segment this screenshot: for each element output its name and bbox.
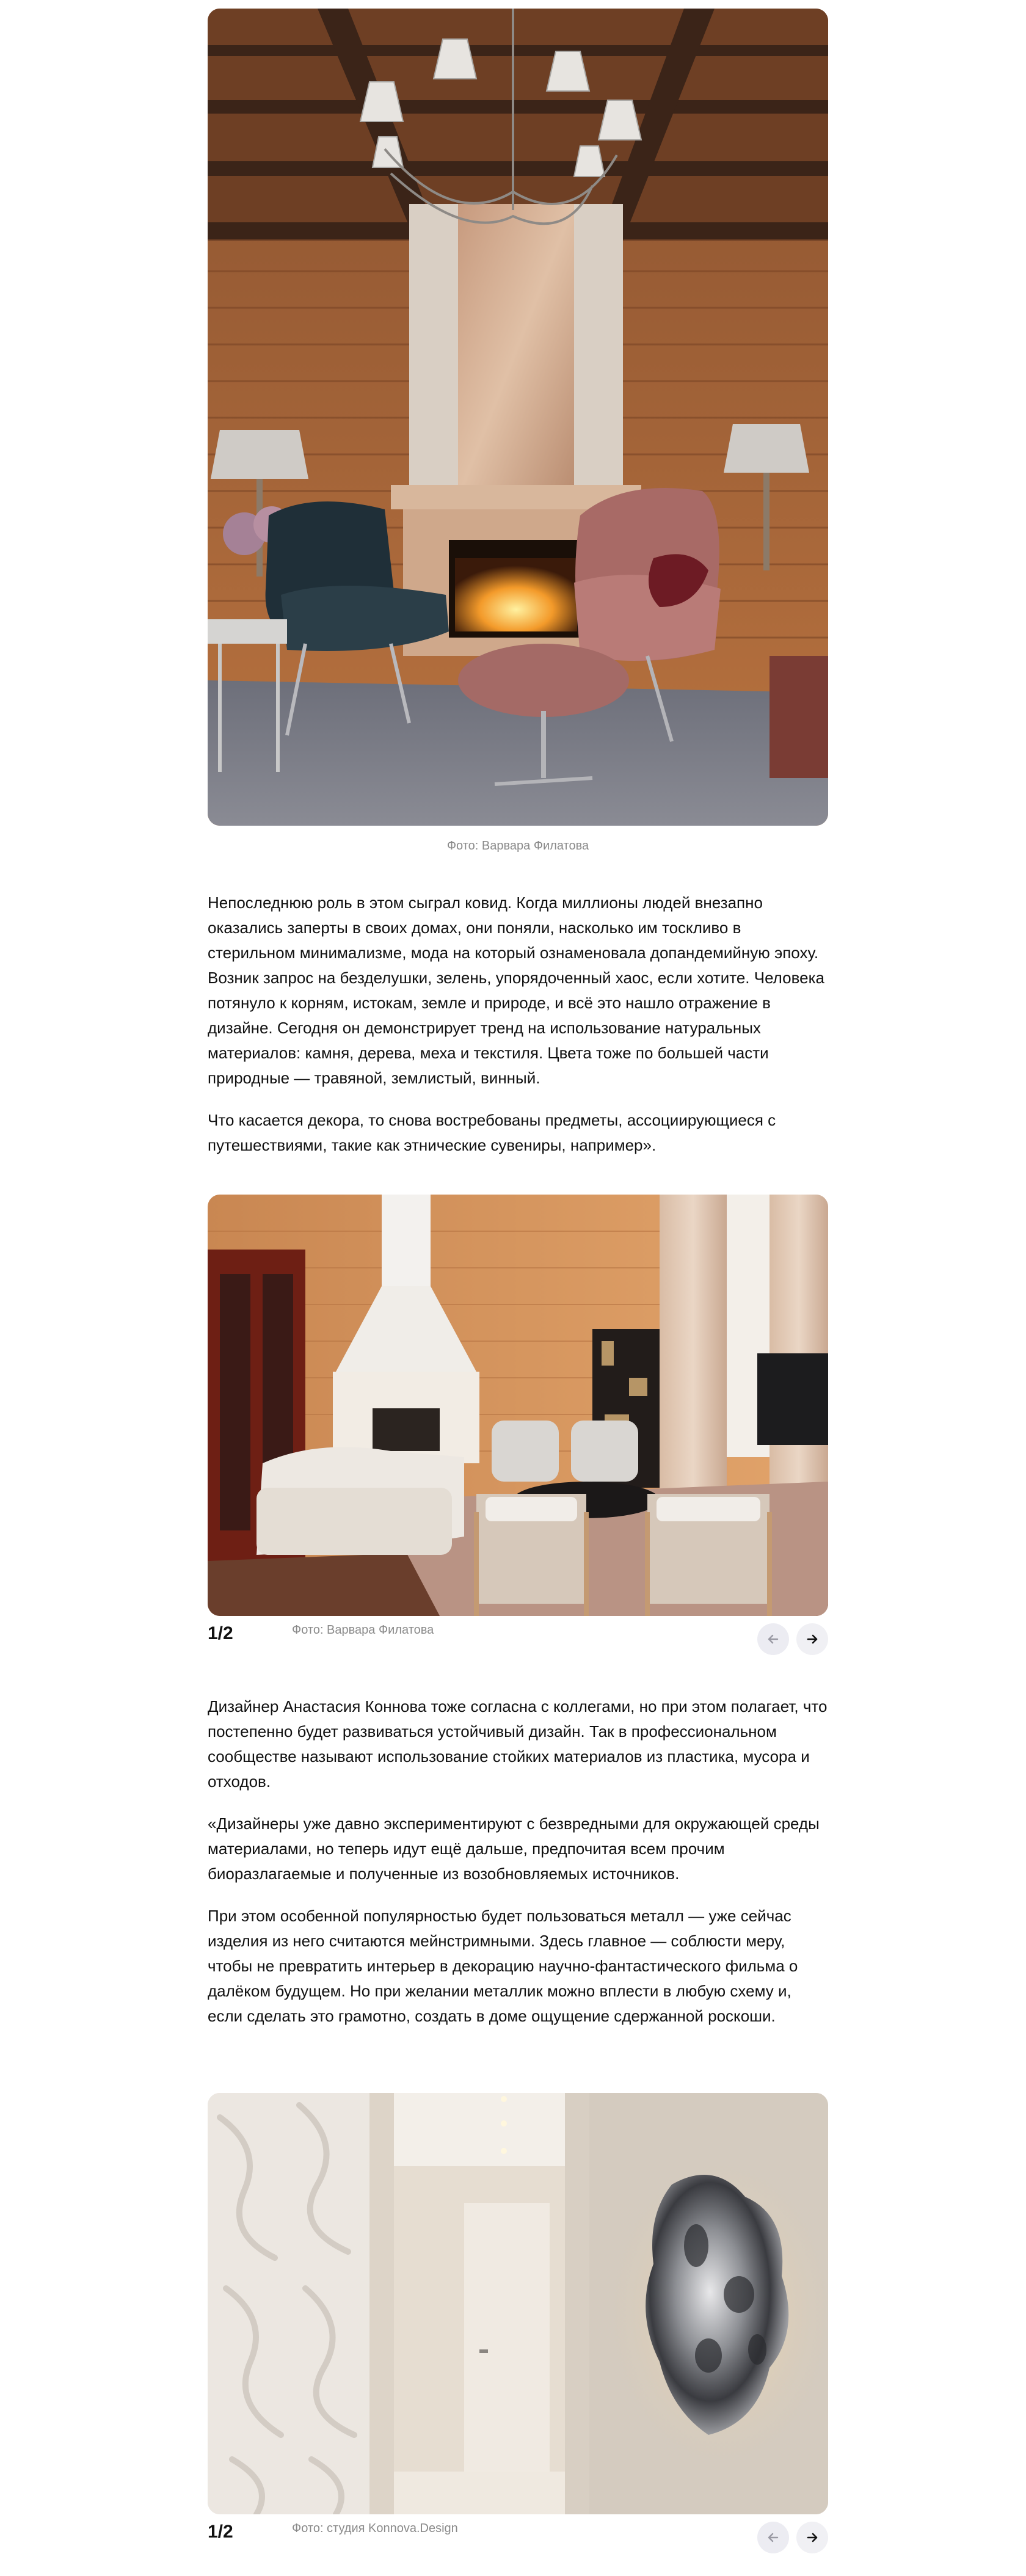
article-text-block-2 [208,1694,828,2046]
paragraph: При этом особенной популярностью будет пользоваться металл — уже сейчас изделия из него считаются мейнстримными. Здесь главное — соблюсти меру, чтобы не превратить интерьер в декорацию научно-фантастического фильма о далёком будущем. Но при желании металлик можно вплести в любую схему и, если сделать это грамотно, создать в доме ощущение сдержанной роскоши. [208,1907,798,2025]
gallery-controls [208,2514,828,2551]
paragraph: Непоследнюю роль в этом сыграл ковид. Когда миллионы людей внезапно оказались заперты в своих домах, они поняли, насколько им тоскливо в стерильном минимализме, мода на который ознаменовала допандемийную эпоху. Возник запрос на безделушки, зелень, упорядоченный хаос, если хотите. Человека потянуло к корням, истокам, земле и природе, и всё это нашло отражение в дизайне. Сегодня он демонстрирует тренд на использование натуральных материалов: камня, дерева, меха и текстиля. Цвета тоже по большей части природные — травяной, землистый, винный. [208,893,824,1087]
gallery-photo-living-room[interactable] [208,1195,828,1616]
paragraph: «Дизайнеры уже давно экспериментируют с безвредными для окружающей среды материалами, но теперь идут ещё дальше, предпочитая всем прочим биоразлагаемые и полученные из возобновляемых источников. [208,1814,820,1883]
photo-gallery-1 [208,1195,828,1653]
gallery-counter: 1/2 [208,1623,233,1643]
paragraph: Что касается декора, то снова востребованы предметы, ассоциирующиеся с путешествиями, такие как этнические сувениры, например». [208,1111,776,1154]
photo-gallery-2 [208,2093,828,2551]
gallery-next-button[interactable] [796,2522,828,2553]
gallery-caption: Фото: студия Konnova.Design [292,2522,458,2535]
gallery-caption: Фото: Варвара Филатова [292,1623,434,1637]
gallery-counter: 1/2 [208,2522,233,2542]
arrow-left-icon [766,1632,780,1646]
gallery-prev-button[interactable] [757,1623,789,1655]
arrow-right-icon [805,2530,820,2545]
gallery-controls [208,1616,828,1653]
photo-caption: Фото: Варвара Филатова [446,839,589,853]
gallery-next-button[interactable] [796,1623,828,1655]
photo-fireplace-room[interactable] [208,9,828,826]
paragraph: Дизайнер Анастасия Коннова тоже согласна с коллегами, но при этом полагает, что постепенно будет развиваться устойчивый дизайн. Так в профессиональном сообществе называют использование стойких материалов из пластика, мусора и отходов. [208,1697,828,1791]
gallery-photo-hallway[interactable] [208,2093,828,2514]
arrow-left-icon [766,2530,780,2545]
article-photo-1 [208,9,828,853]
arrow-right-icon [805,1632,820,1646]
article-text-block-1 [208,890,828,1175]
gallery-prev-button[interactable] [757,2522,789,2553]
